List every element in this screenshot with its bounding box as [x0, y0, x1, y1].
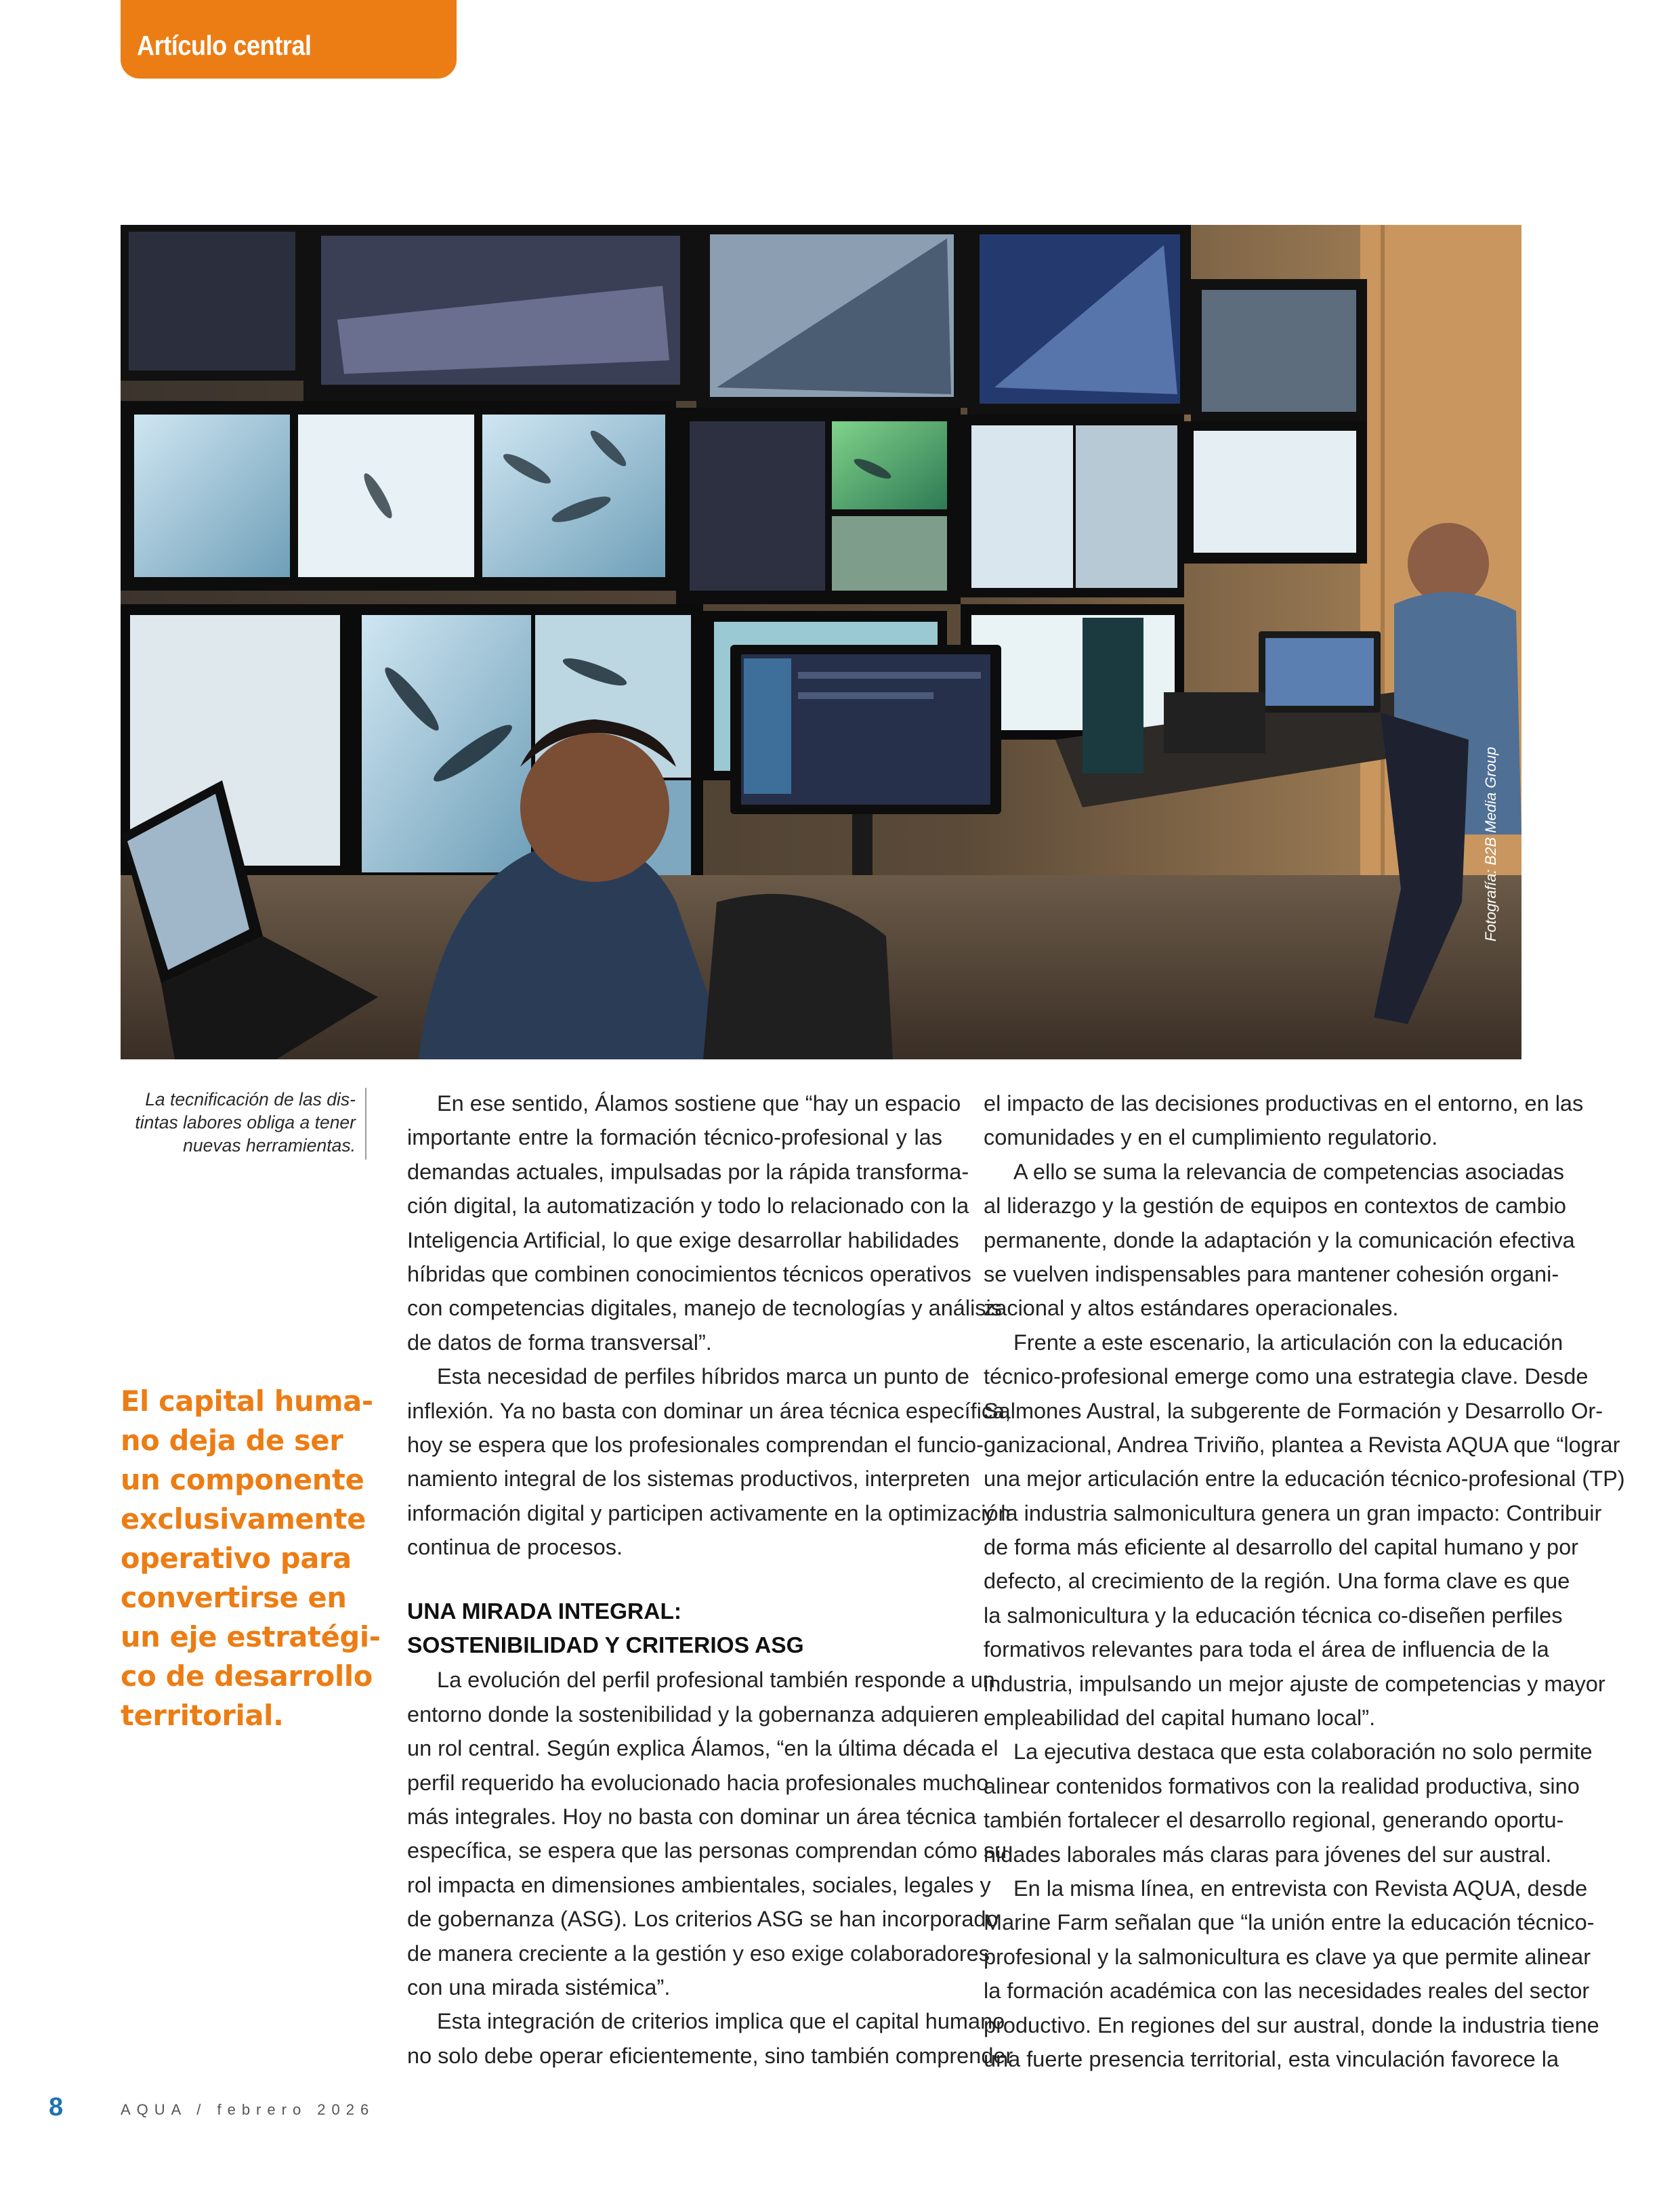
text-line: entorno donde la sostenibilidad y la gobernanza adquieren: [407, 1701, 979, 1727]
text-line: comunidades y en el cumplimiento regulatorio.: [984, 1125, 1438, 1150]
text-line: Salmones Austral, la subgerente de Formación y Desarrollo Or-: [984, 1398, 1603, 1423]
text-line: inflexión. Ya no basta con dominar un área técnica específica,: [407, 1398, 1011, 1423]
text-line: específica, se espera que las personas comprendan cómo su: [407, 1838, 1007, 1863]
text-line: profesional y la salmonicultura es clave ya que permite alinear: [984, 1944, 1591, 1969]
text-line: rol impacta en dimensiones ambientales, sociales, legales y: [407, 1872, 991, 1897]
pull-quote-line: territorial.: [121, 1699, 284, 1732]
publication-footer: AQUA / febrero 2026: [121, 2101, 375, 2118]
heading-line: SOSTENIBILIDAD Y CRITERIOS ASG: [407, 1633, 804, 1659]
text-line: de manera creciente a la gestión y eso exige colaboradores: [407, 1941, 990, 1966]
section-tab: [121, 0, 457, 79]
paragraph: [407, 1086, 1003, 1359]
text-line: ganizacional, Andrea Triviño, plantea a Revista AQUA que “lograr: [984, 1432, 1620, 1457]
text-line: namiento integral de los sistemas productivos, interpreten: [407, 1466, 970, 1492]
text-line: industria, impulsando un mejor ajuste de competencias y mayor: [984, 1671, 1605, 1696]
pull-quote: [121, 1382, 381, 1735]
text-line: empleabilidad del capital humano local”.: [984, 1706, 1376, 1731]
text-line: más integrales. Hoy no basta con dominar un área técnica: [407, 1804, 977, 1829]
text-line: una fuerte presencia territorial, esta vinculación favorece la: [984, 2046, 1559, 2071]
paragraph: [984, 1086, 1584, 1155]
text-line: la formación académica con las necesidades reales del sector: [984, 1979, 1590, 2004]
paragraph: [407, 2004, 1013, 2073]
text-line: de forma más eficiente al desarrollo del capital humano y por: [984, 1535, 1578, 1560]
text-line: Marine Farm señalan que “la unión entre la educación técnico-: [984, 1910, 1595, 1935]
body-column-2: [984, 1086, 1625, 2076]
pull-quote-line: El capital huma-: [121, 1384, 373, 1418]
text-line: se vuelven indispensables para mantener cohesión organi-: [984, 1261, 1559, 1286]
text-line: nidades laborales más claras para jóvenes del sur austral.: [984, 1842, 1552, 1867]
text-line: alinear contenidos formativos con la realidad productiva, sino: [984, 1773, 1580, 1798]
pull-quote-line: no deja de ser: [121, 1424, 343, 1457]
caption-line: tintas labores obliga a tener: [135, 1112, 356, 1133]
text-line: no solo debe operar eficientemente, sino también comprender: [407, 2043, 1013, 2068]
text-line: Frente a este escenario, la articulación con la educación: [1013, 1330, 1563, 1355]
text-line: hoy se espera que los profesionales comprendan el funcio-: [407, 1432, 984, 1457]
text-line: información digital y participen activamente en la optimización: [407, 1500, 1011, 1525]
text-line: el impacto de las decisiones productivas en el entorno, en las: [984, 1091, 1584, 1116]
control-room-illustration: [121, 225, 1521, 1059]
pull-quote-line: convertirse en: [121, 1581, 347, 1614]
text-line: La ejecutiva destaca que esta colaboración no solo permite: [1013, 1739, 1593, 1764]
paragraph: [984, 1735, 1593, 1871]
pull-quote-line: un eje estratégi-: [121, 1620, 381, 1653]
text-line: ción digital, la automatización y todo lo relacionado con la: [407, 1193, 969, 1219]
text-line: de gobernanza (ASG). Los criterios ASG se han incorporado: [407, 1907, 999, 1932]
text-line: Esta integración de criterios implica que el capital humano: [437, 2009, 1005, 2034]
paragraph: [984, 1326, 1625, 1735]
text-line: zacional y altos estándares operacionales.: [984, 1296, 1399, 1321]
paragraph: [407, 1663, 1007, 2004]
text-line: En la misma línea, en entrevista con Revista AQUA, desde: [1013, 1876, 1588, 1901]
text-line: Inteligencia Artificial, lo que exige desarrollar habilidades: [407, 1227, 959, 1252]
photo-caption: [121, 1088, 356, 1157]
text-line: al liderazgo y la gestión de equipos en contextos de cambio: [984, 1193, 1566, 1219]
text-line: Esta necesidad de perfiles híbridos marca un punto de: [437, 1364, 969, 1389]
text-line: importante entre la formación técnico-profesional y las: [407, 1125, 942, 1150]
text-line: productivo. En regiones del sur austral, donde la industria tiene: [984, 2012, 1599, 2037]
pull-quote-line: exclusivamente: [121, 1502, 366, 1536]
text-line: técnico-profesional emerge como una estrategia clave. Desde: [984, 1364, 1589, 1389]
text-line: defecto, al crecimiento de la región. Una forma clave es que: [984, 1569, 1570, 1594]
text-line: con competencias digitales, manejo de tecnologías y análisis: [407, 1296, 1003, 1321]
section-label: Artículo central: [137, 30, 312, 61]
text-line: A ello se suma la relevancia de competencias asociadas: [1013, 1159, 1564, 1184]
caption-line: La tecnificación de las dis-: [145, 1089, 356, 1109]
text-line: En ese sentido, Álamos sostiene que “hay un espacio: [437, 1091, 961, 1116]
text-line: la salmonicultura y la educación técnica co-diseñen perfiles: [984, 1603, 1563, 1628]
text-line: formativos relevantes para toda el área de influencia de la: [984, 1637, 1549, 1662]
paragraph: [407, 1359, 1011, 1564]
page-number: 8: [49, 2093, 64, 2121]
pull-quote-line: un componente: [121, 1463, 364, 1496]
text-line: con una mirada sistémica”.: [407, 1974, 671, 2000]
text-line: La evolución del perfil profesional también responde a un: [437, 1668, 995, 1693]
text-line: híbridas que combinen conocimientos técnicos operativos: [407, 1261, 971, 1286]
pull-quote-line: co de desarrollo: [121, 1659, 373, 1693]
text-line: también fortalecer el desarrollo regional, generando oportu-: [984, 1808, 1564, 1833]
heading-line: UNA MIRADA INTEGRAL:: [407, 1599, 682, 1625]
article-photo: [121, 225, 1521, 1059]
text-line: una mejor articulación entre la educación técnico-profesional (TP): [984, 1466, 1625, 1492]
paragraph: [984, 1155, 1575, 1326]
text-line: demandas actuales, impulsadas por la rápida transforma-: [407, 1159, 969, 1184]
text-line: permanente, donde la adaptación y la comunicación efectiva: [984, 1227, 1575, 1252]
pull-quote-line: operativo para: [121, 1542, 352, 1575]
section-heading: [407, 1595, 942, 1663]
text-line: un rol central. Según explica Álamos, “en la última década el: [407, 1736, 999, 1761]
text-line: perfil requerido ha evolucionado hacia profesionales mucho: [407, 1770, 989, 1795]
text-line: continua de procesos.: [407, 1535, 623, 1560]
text-line: y la industria salmonicultura genera un gran impacto: Contribuir: [984, 1500, 1602, 1525]
text-line: de datos de forma transversal”.: [407, 1330, 712, 1355]
caption-line: nuevas herramientas.: [183, 1135, 356, 1156]
body-column-1: [407, 1086, 1013, 2073]
paragraph: [984, 1871, 1599, 2076]
caption-divider: [365, 1088, 366, 1160]
